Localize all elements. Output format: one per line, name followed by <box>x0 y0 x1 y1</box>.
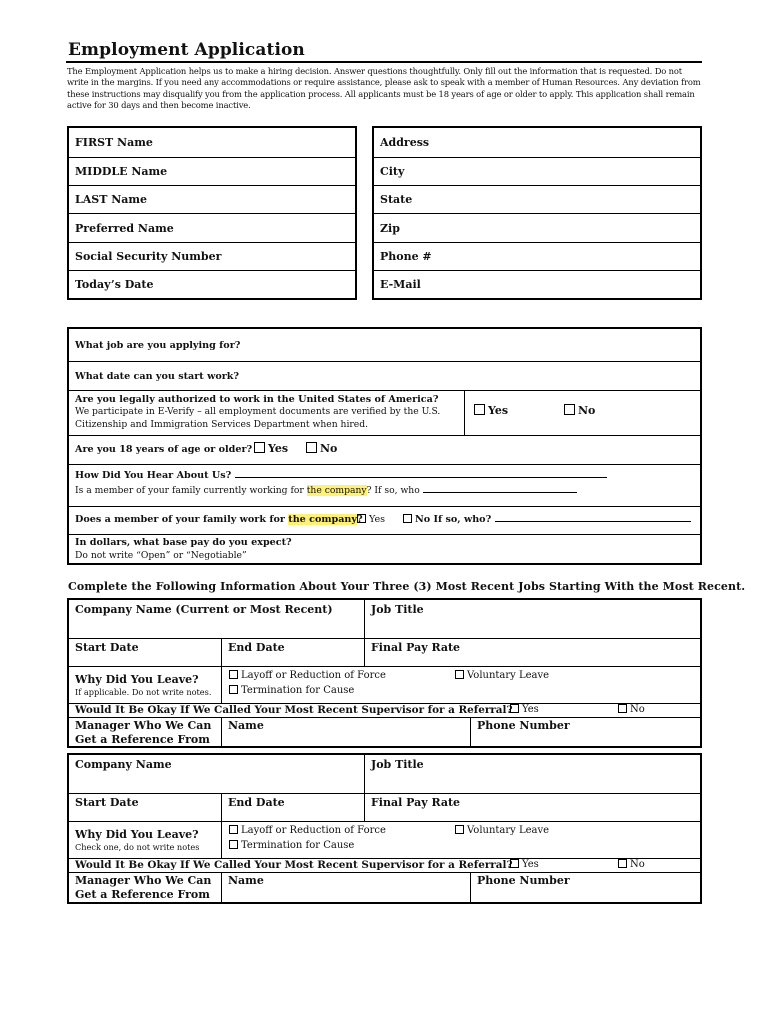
answer-line[interactable] <box>423 485 577 493</box>
job-title-field[interactable]: Job Title <box>371 603 424 616</box>
question-authorized <box>69 390 700 435</box>
job-referral-row <box>69 858 700 872</box>
manager-name-field[interactable]: Name <box>228 874 264 887</box>
job-manager-row <box>69 717 700 748</box>
company-highlight: the company <box>306 485 367 496</box>
field-zip[interactable] <box>374 213 700 242</box>
final-pay-field[interactable]: Final Pay Rate <box>371 641 461 654</box>
checkbox-icon[interactable] <box>229 825 238 834</box>
job-manager-row <box>69 872 700 904</box>
personal-info-left-box <box>67 126 357 300</box>
authorized-yes-option[interactable]: Yes <box>474 404 508 417</box>
manager-label-line-1: Manager Who We Can <box>75 719 212 732</box>
field-label: LAST Name <box>75 193 148 206</box>
why-leave-note: Check one, do not write notes <box>75 842 200 852</box>
why-leave-note: If applicable. Do not write notes. <box>75 687 212 697</box>
questions-box <box>67 327 702 565</box>
layoff-option[interactable]: Layoff or Reduction of Force <box>229 670 386 681</box>
manager-label-line-1: Manager Who We Can <box>75 874 212 887</box>
checkbox-icon[interactable] <box>455 670 464 679</box>
termination-option[interactable]: Termination for Cause <box>229 840 354 851</box>
field-middle-name[interactable] <box>69 157 355 185</box>
cell-divider <box>364 794 365 821</box>
field-todays-date[interactable] <box>69 270 355 298</box>
field-first-name[interactable] <box>69 128 355 157</box>
everify-note-line-2: Citizenship and Immigration Services Department when hired. <box>75 419 369 430</box>
job-title-field[interactable]: Job Title <box>371 758 424 771</box>
checkbox-icon[interactable] <box>618 704 627 713</box>
question-label: Does a member of your family work for the company? <box>75 514 363 525</box>
referral-question: Would It Be Okay If We Called Your Most Recent Supervisor for a Referral? <box>75 704 513 716</box>
question-label: In dollars, what base pay do you expect? <box>75 537 292 548</box>
field-label: State <box>380 193 413 206</box>
end-date-field[interactable]: End Date <box>228 796 285 809</box>
field-label: City <box>380 165 405 178</box>
field-ssn[interactable] <box>69 242 355 270</box>
job-dates-row <box>69 638 700 666</box>
age-yes-option[interactable]: Yes <box>254 442 288 455</box>
pay-note: Do not write “Open” or “Negotiable” <box>75 550 247 561</box>
termination-option[interactable]: Termination for Cause <box>229 685 354 696</box>
question-label: What date can you start work? <box>75 371 240 382</box>
start-date-field[interactable]: Start Date <box>75 641 139 654</box>
field-email[interactable] <box>374 270 700 298</box>
checkbox-icon[interactable] <box>306 442 317 453</box>
job-company-row <box>69 755 700 793</box>
field-label: Social Security Number <box>75 250 222 263</box>
cell-divider <box>470 873 471 904</box>
field-label: MIDDLE Name <box>75 165 168 178</box>
field-label: E-Mail <box>380 278 421 291</box>
question-job[interactable] <box>69 329 700 361</box>
question-label: How Did You Hear About Us? <box>75 470 607 481</box>
layoff-option[interactable]: Layoff or Reduction of Force <box>229 825 386 836</box>
checkbox-icon[interactable] <box>229 685 238 694</box>
job-2-box <box>67 753 702 904</box>
voluntary-leave-option[interactable]: Voluntary Leave <box>455 825 549 836</box>
cell-divider <box>470 718 471 748</box>
company-highlight: the company <box>288 514 357 525</box>
cell-divider <box>364 639 365 666</box>
field-label: Phone # <box>380 250 432 263</box>
job-referral-row <box>69 703 700 717</box>
answer-line[interactable] <box>235 470 607 478</box>
cell-divider <box>221 822 222 858</box>
referral-question: Would It Be Okay If We Called Your Most Recent Supervisor for a Referral? <box>75 859 513 871</box>
cell-divider <box>221 873 222 904</box>
checkbox-icon[interactable] <box>510 859 519 868</box>
referral-yes-option[interactable]: Yes <box>510 704 539 715</box>
job-dates-row <box>69 793 700 821</box>
job-leave-row <box>69 666 700 703</box>
question-family-work <box>69 506 700 534</box>
manager-label-line-2: Get a Reference From <box>75 733 210 746</box>
jobs-section-heading: Complete the Following Information About Your Three (3) Most Recent Jobs Starting With the Most Recent. <box>68 580 746 593</box>
field-city[interactable] <box>374 157 700 185</box>
manager-phone-field[interactable]: Phone Number <box>477 874 570 887</box>
checkbox-icon[interactable] <box>455 825 464 834</box>
field-label: FIRST Name <box>75 136 153 149</box>
company-name-field[interactable]: Company Name (Current or Most Recent) <box>75 603 333 616</box>
page-title: Employment Application <box>68 40 305 60</box>
referral-no-option[interactable]: No <box>618 704 645 715</box>
cell-divider <box>364 755 365 793</box>
field-label: Address <box>380 136 430 149</box>
job-1-box <box>67 598 702 748</box>
cell-divider <box>221 667 222 703</box>
why-leave-label: Why Did You Leave? <box>75 828 199 841</box>
checkbox-icon[interactable] <box>618 859 627 868</box>
cell-divider <box>364 600 365 638</box>
referral-yes-option[interactable]: Yes <box>510 859 539 870</box>
question-start-date[interactable] <box>69 361 700 390</box>
field-label: Zip <box>380 222 400 235</box>
job-leave-row <box>69 821 700 858</box>
field-state[interactable] <box>374 185 700 213</box>
why-leave-label: Why Did You Leave? <box>75 673 199 686</box>
question-referral-source[interactable] <box>69 464 700 506</box>
start-date-field[interactable]: Start Date <box>75 796 139 809</box>
intro-paragraph: The Employment Application helps us to make a hiring decision. Answer questions thoughtfully. Only fill out the information that is requested. Do not write in the margins. If you need any accommodations or require assistance, please ask to speak with a member of Human Resources. Any deviation from these instructions may disqualify you from the application process. All applicants must be 18 years of age or older to apply. This application shall remain active for 30 days and then become inactive. <box>67 66 701 111</box>
cell-divider <box>221 639 222 666</box>
question-age <box>69 435 700 464</box>
family-yes-option[interactable]: Yes <box>357 514 385 525</box>
checkbox-icon[interactable] <box>474 404 485 415</box>
job-company-row <box>69 600 700 638</box>
checkbox-icon[interactable] <box>254 442 265 453</box>
end-date-field[interactable]: End Date <box>228 641 285 654</box>
manager-name-field[interactable]: Name <box>228 719 264 732</box>
question-base-pay[interactable] <box>69 534 700 565</box>
question-label: Are you legally authorized to work in the United States of America? <box>75 394 439 405</box>
cell-divider <box>464 391 465 435</box>
checkbox-icon[interactable] <box>510 704 519 713</box>
family-no-option[interactable]: No If so, who? <box>403 514 691 525</box>
voluntary-leave-option[interactable]: Voluntary Leave <box>455 670 549 681</box>
cell-divider <box>221 718 222 748</box>
personal-info-right-box <box>372 126 702 300</box>
referral-no-option[interactable]: No <box>618 859 645 870</box>
field-address[interactable] <box>374 128 700 157</box>
checkbox-icon[interactable] <box>229 670 238 679</box>
authorized-no-option[interactable]: No <box>564 404 595 417</box>
question-label: Are you 18 years of age or older? <box>75 444 253 455</box>
checkbox-icon[interactable] <box>564 404 575 415</box>
checkbox-icon[interactable] <box>403 514 412 523</box>
family-member-question: Is a member of your family currently working for the company? If so, who <box>75 485 577 496</box>
title-divider <box>66 61 702 63</box>
everify-note-line-1: We participate in E-Verify – all employment documents are verified by the U.S. <box>75 406 441 417</box>
field-phone[interactable] <box>374 242 700 270</box>
answer-line[interactable] <box>495 514 691 522</box>
cell-divider <box>221 794 222 821</box>
company-name-field[interactable]: Company Name <box>75 758 172 771</box>
checkbox-icon[interactable] <box>357 514 366 523</box>
manager-label-line-2: Get a Reference From <box>75 888 210 901</box>
question-label: What job are you applying for? <box>75 340 241 351</box>
final-pay-field[interactable]: Final Pay Rate <box>371 796 461 809</box>
field-preferred-name[interactable] <box>69 213 355 242</box>
manager-phone-field[interactable]: Phone Number <box>477 719 570 732</box>
age-no-option[interactable]: No <box>306 442 337 455</box>
field-last-name[interactable] <box>69 185 355 213</box>
field-label: Today’s Date <box>75 278 154 291</box>
field-label: Preferred Name <box>75 222 174 235</box>
checkbox-icon[interactable] <box>229 840 238 849</box>
